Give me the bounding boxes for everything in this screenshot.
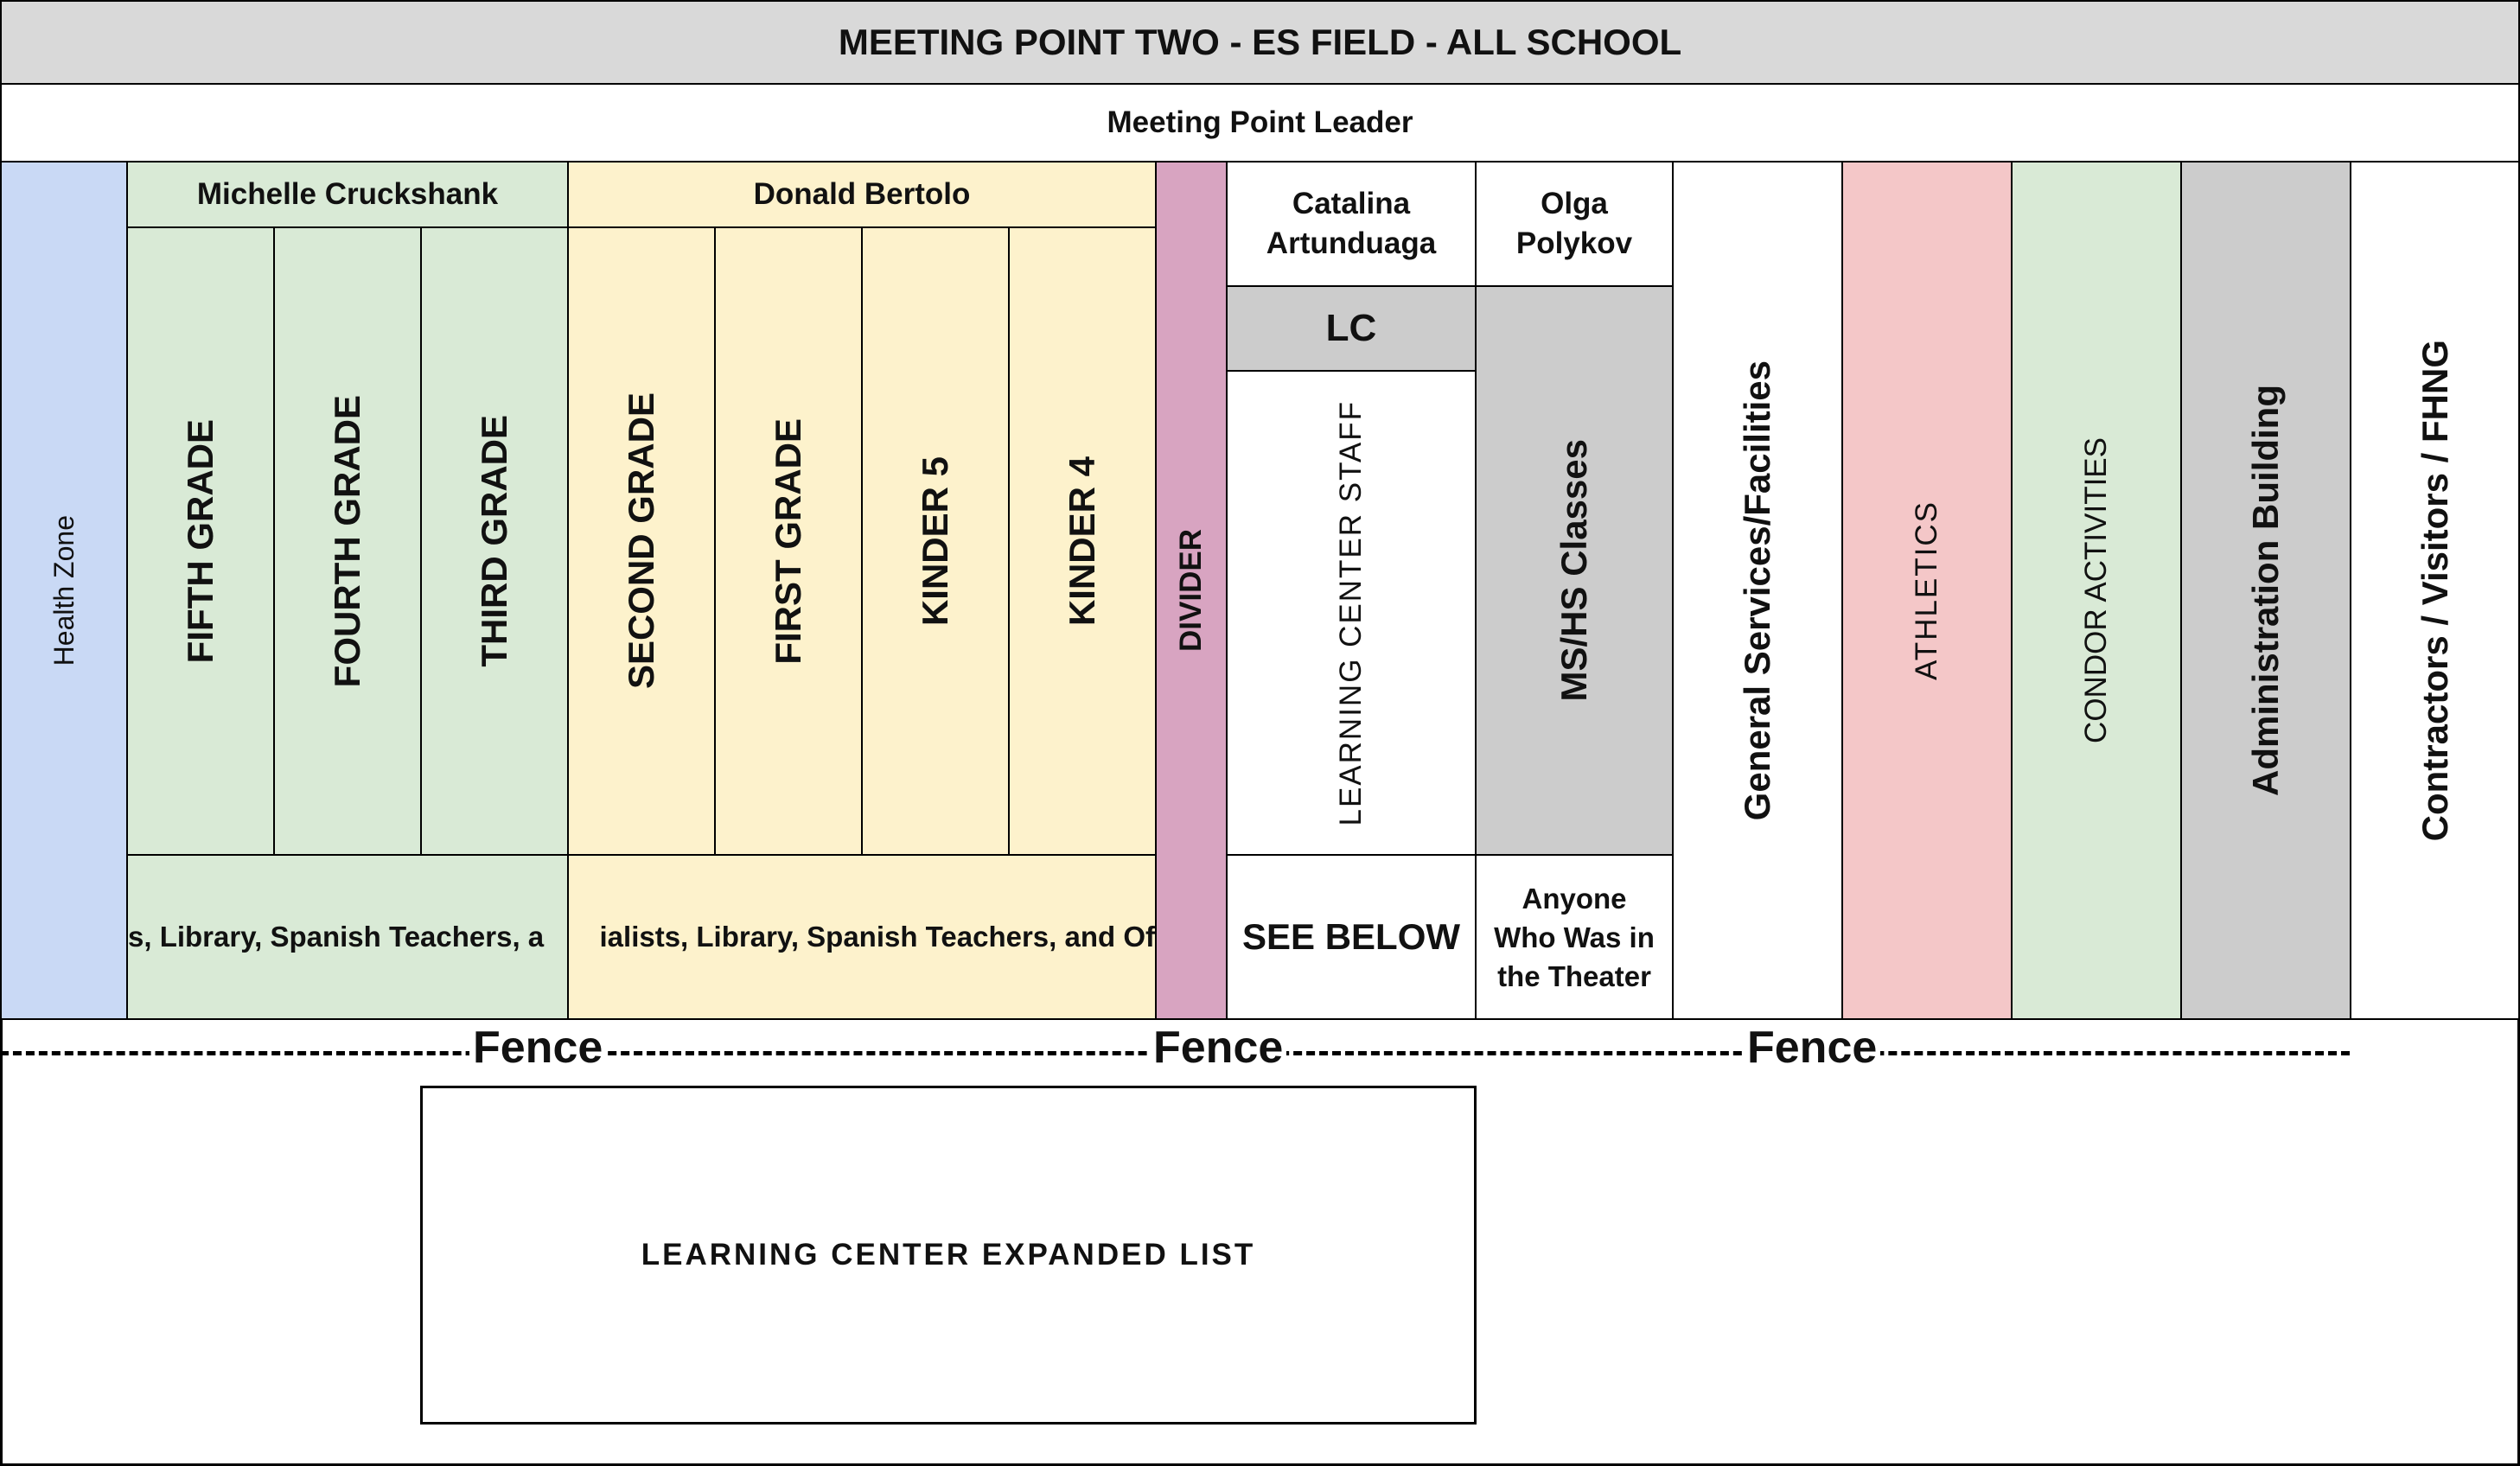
yellow-support-text: ialists, Library, Spanish Teachers, and Of	[599, 921, 1155, 953]
theater-label: Anyone Who Was in the Theater	[1494, 882, 1655, 992]
fence-label-right: Fence	[1744, 1022, 1880, 1074]
learning-center-staff-column	[1226, 370, 1477, 856]
green-group-leader: Michelle Cruckshank	[126, 161, 569, 228]
olga-leader-name: Olga Polykov	[1515, 187, 1633, 260]
theater-group	[1475, 854, 1674, 1020]
second-grade-column	[567, 226, 716, 856]
fourth-grade-label: FOURTH GRADE	[327, 394, 367, 688]
see-below-label: SEE BELOW	[1226, 854, 1477, 1020]
athletics-column	[1841, 161, 2013, 1020]
kinder-4-column	[1008, 226, 1157, 856]
administration-building-column	[2180, 161, 2351, 1020]
lc-leader-name: Catalina Artunduaga	[1266, 187, 1437, 260]
third-grade-column	[420, 226, 569, 856]
contractors-column	[2350, 161, 2520, 1020]
yellow-group-leader: Donald Bertolo	[567, 161, 1157, 228]
fifth-grade-column	[126, 226, 275, 856]
divider-column	[1155, 161, 1228, 1020]
fence-label-left: Fence	[469, 1022, 606, 1074]
expanded-list-label: LEARNING CENTER EXPANDED LIST	[641, 1238, 1256, 1272]
fifth-grade-label: FIFTH GRADE	[180, 418, 220, 664]
athletics-label: ATHLETICS	[1910, 500, 1943, 680]
kinder-5-column	[861, 226, 1010, 856]
general-services-column	[1672, 161, 1843, 1020]
olga-leader	[1475, 161, 1674, 287]
third-grade-label: THIRD GRADE	[474, 415, 514, 667]
green-support-text: s, Library, Spanish Teachers, a	[128, 921, 545, 953]
mshs-classes-column	[1475, 285, 1674, 856]
health-zone-label: Health Zone	[48, 514, 80, 666]
first-grade-column	[714, 226, 863, 856]
learning-center-expanded-list-box	[420, 1086, 1477, 1425]
fence-label-middle: Fence	[1150, 1022, 1286, 1074]
condor-activities-label: CONDOR ACTIVITIES	[2079, 437, 2113, 743]
mshs-classes-label: MS/HS Classes	[1553, 439, 1594, 702]
first-grade-label: FIRST GRADE	[768, 417, 808, 665]
lc-label: LC	[1226, 285, 1477, 372]
fourth-grade-column	[273, 226, 422, 856]
divider-label: DIVIDER	[1174, 529, 1208, 652]
kinder-5-label: KINDER 5	[915, 456, 955, 627]
lc-leader	[1226, 161, 1477, 287]
page-title: MEETING POINT TWO - ES FIELD - ALL SCHOOL	[0, 0, 2520, 85]
health-zone-column	[0, 161, 128, 1020]
green-group-support-staff	[126, 854, 569, 1020]
yellow-group-support-staff	[567, 854, 1157, 1020]
condor-activities-column	[2011, 161, 2182, 1020]
learning-center-staff-label: LEARNING CENTER STAFF	[1334, 399, 1368, 826]
general-services-label: General Services/Facilities	[1737, 360, 1777, 821]
second-grade-label: SECOND GRADE	[621, 392, 661, 690]
kinder-4-label: KINDER 4	[1062, 456, 1102, 627]
meeting-point-leader-label: Meeting Point Leader	[0, 83, 2520, 163]
administration-building-label: Administration Building	[2245, 385, 2286, 796]
contractors-label: Contractors / Visitors / FHNG	[2414, 339, 2455, 842]
